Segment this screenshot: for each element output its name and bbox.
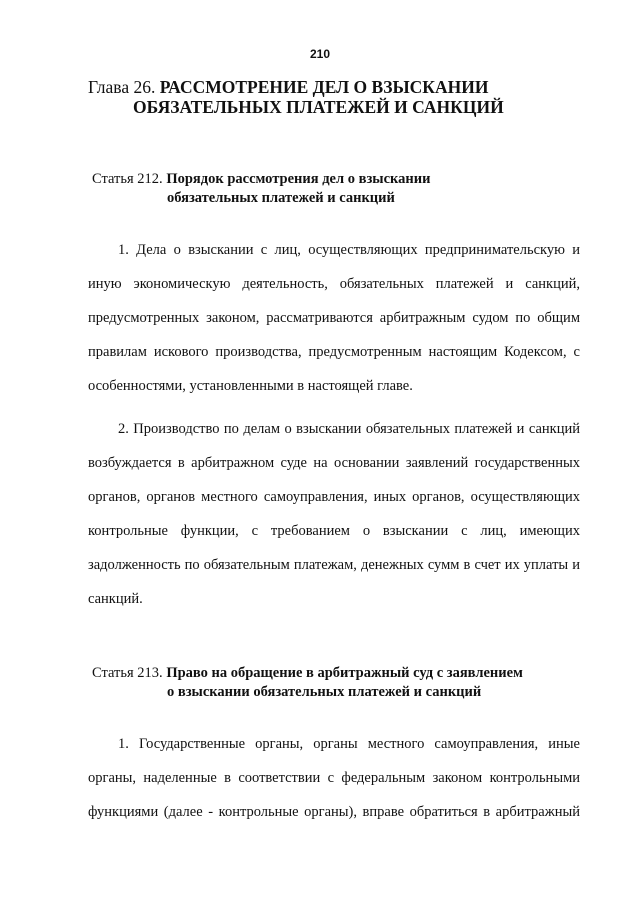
- chapter-title-line1: РАССМОТРЕНИЕ ДЕЛ О ВЗЫСКАНИИ: [159, 77, 489, 97]
- article-212-title-line1: Порядок рассмотрения дел о взыскании: [166, 171, 431, 187]
- paragraph-line: 2. Производство по делам о взыскании обязательных платежей и санкций: [118, 421, 580, 437]
- paragraph-line: предусмотренных законом, рассматриваются арбитражным судом по общим: [88, 310, 580, 326]
- article-213-heading: [92, 664, 523, 702]
- article-212-heading: [92, 170, 431, 208]
- article-213-title-line1: Право на обращение в арбитражный суд с заявлением: [166, 665, 523, 681]
- article-213-title-line2: о взыскании обязательных платежей и санкций: [167, 684, 482, 700]
- paragraph-line: органы, наделенные в соответствии с федеральным законом контрольными: [88, 770, 580, 786]
- article-212-title-line2: обязательных платежей и санкций: [167, 190, 395, 206]
- article-213-prefix: Статья 213.: [92, 665, 163, 681]
- paragraph-line: 1. Дела о взыскании с лиц, осуществляющих предпринимательскую и: [118, 242, 580, 258]
- article-212-paragraph-1: [88, 233, 580, 403]
- paragraph-line: 1. Государственные органы, органы местного самоуправления, иные: [118, 736, 580, 752]
- article-213-paragraph-1: [88, 727, 580, 829]
- paragraph-line: контрольные функции, с требованием о взыскании с лиц, имеющих: [88, 523, 580, 539]
- article-212-prefix: Статья 212.: [92, 171, 163, 187]
- article-212-paragraph-2: [88, 412, 580, 616]
- paragraph-line: задолженность по обязательным платежам, денежных сумм в счет их уплаты и: [88, 557, 580, 573]
- paragraph-line: иную экономическую деятельность, обязательных платежей и санкций,: [88, 276, 580, 292]
- paragraph-line: санкций.: [88, 591, 143, 607]
- page-number: 210: [309, 47, 331, 61]
- chapter-prefix: Глава 26.: [88, 77, 156, 97]
- paragraph-line: функциями (далее - контрольные органы), вправе обратиться в арбитражный: [88, 804, 580, 820]
- paragraph-line: органов, органов местного самоуправления, иных органов, осуществляющих: [88, 489, 580, 505]
- chapter-title-line2: ОБЯЗАТЕЛЬНЫХ ПЛАТЕЖЕЙ И САНКЦИЙ: [133, 97, 504, 117]
- paragraph-line: правилам искового производства, предусмотренным настоящим Кодексом, с: [88, 344, 580, 360]
- chapter-heading: [88, 77, 504, 117]
- paragraph-line: особенностями, установленными в настоящей главе.: [88, 378, 413, 394]
- paragraph-line: возбуждается в арбитражном суде на основании заявлений государственных: [88, 455, 580, 471]
